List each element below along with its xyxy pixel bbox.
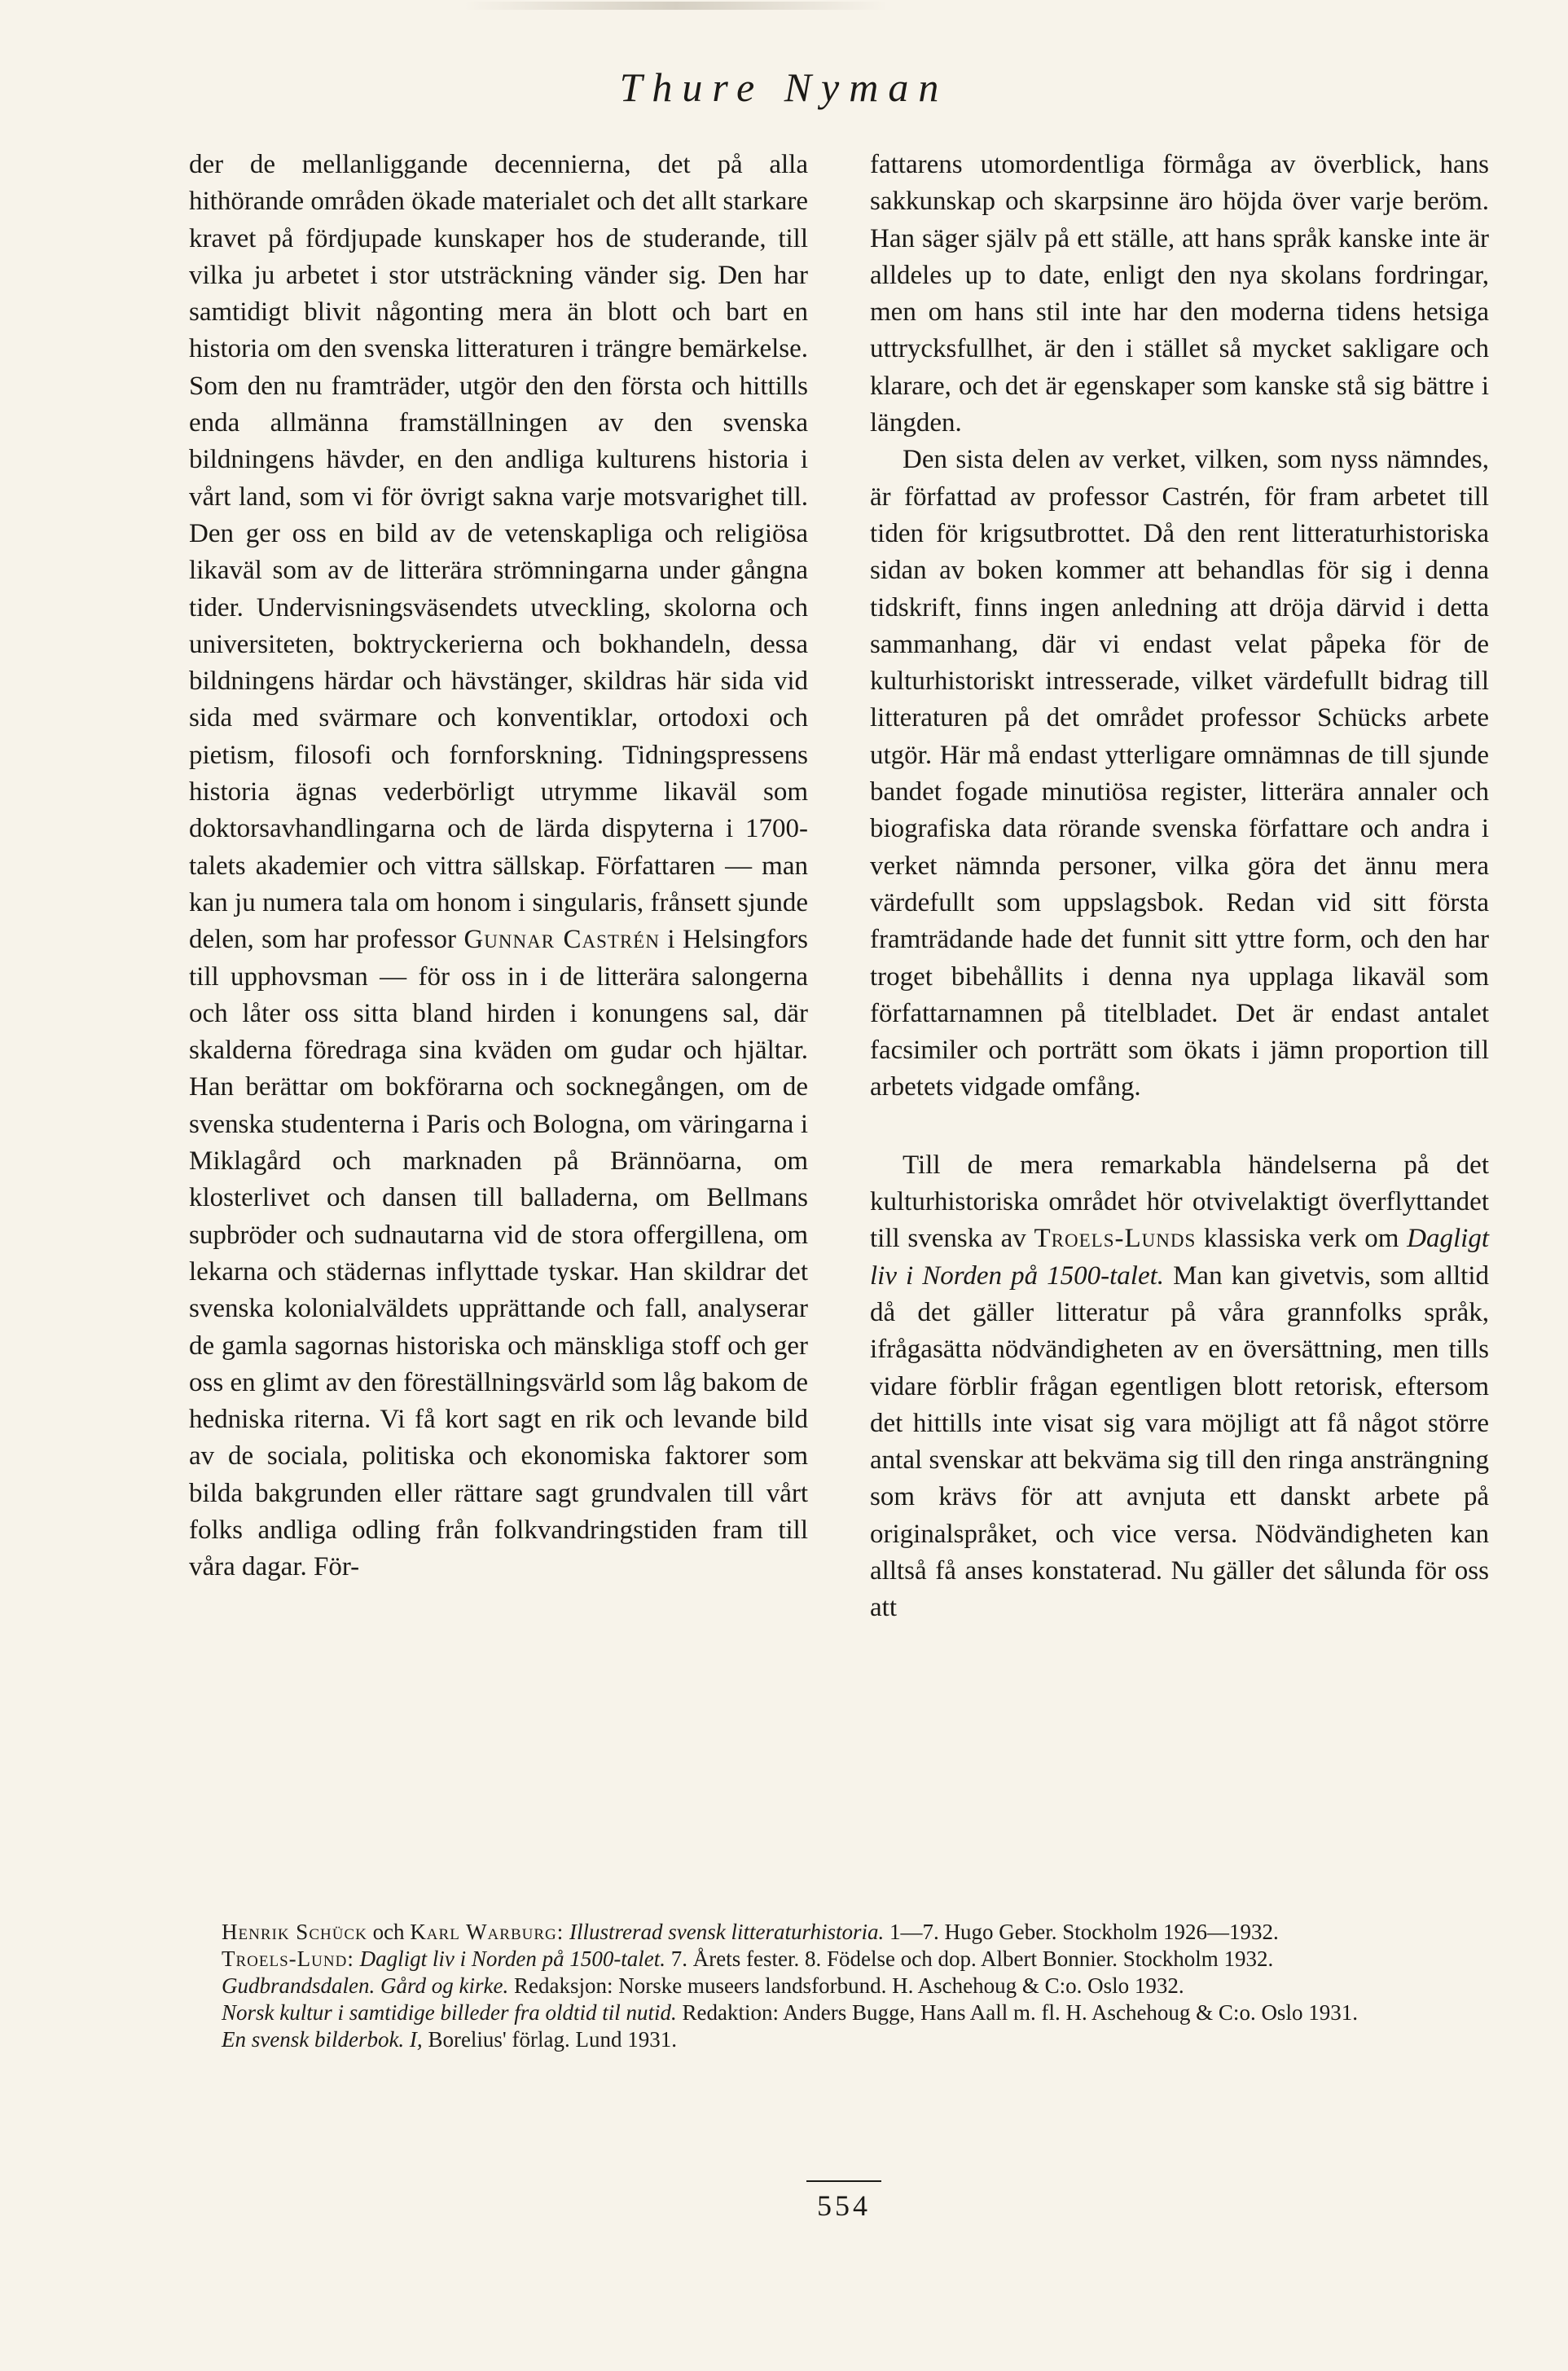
reference-1	[189, 1919, 1500, 1946]
references	[189, 1919, 1500, 2053]
page-number-rule	[806, 2180, 881, 2182]
right-column	[870, 147, 1489, 1627]
left-paragraph	[189, 147, 808, 1586]
ref3-rest: Redaksjon: Norske museers landsforbund. H. Aschehoug & C:o. Oslo 1932.	[513, 1973, 1184, 1998]
right-text-3a: Till de mera remarkabla händelserna på det kulturhistoriska området hör otvivelaktigt överflyttandet till svenska av	[870, 1150, 1489, 1254]
ref5-title: En svensk bilderbok. I,	[222, 2027, 423, 2052]
ref2-title: Dagligt liv i Norden på 1500-talet.	[359, 1947, 666, 1971]
ref1-author: Henrik Schück	[222, 1920, 367, 1944]
ref2-rest: 7. Årets fester. 8. Födelse och dop. Albert Bonnier. Stockholm 1932.	[670, 1947, 1274, 1971]
ref4-rest: Redaktion: Anders Bugge, Hans Aall m. fl. H. Aschehoug & C:o. Oslo 1931.	[682, 2000, 1358, 2025]
ref3-title: Gudbrandsdalen. Gård og kirke.	[222, 1973, 509, 1998]
ref1-author2: Karl Warburg:	[410, 1920, 564, 1944]
right-text-3b: klassiska verk om	[1204, 1224, 1399, 1254]
author-name-castren: Gunnar Castrén	[463, 925, 660, 955]
ref4-title: Norsk kultur i samtidige billeder fra oldtid til nutid.	[222, 2000, 677, 2025]
left-column	[189, 147, 808, 1586]
ref5-rest: Borelius' förlag. Lund 1931.	[428, 2027, 678, 2052]
ref2-author: Troels-Lund:	[222, 1947, 354, 1971]
page-number: 554	[817, 2189, 871, 2222]
ref1-title: Illustrerad svensk litteraturhistoria.	[569, 1920, 885, 1944]
right-paragraph-3	[870, 1147, 1489, 1627]
left-text-1: der de mellanliggande decennierna, det på alla hithörande områden ökade materialet och det allt starkare kravet på fördjupade kunskaper hos de studerande, till vilka ju arbetet i stor utsträckning vänder sig. Den har samtidigt blivit någonting mera än blott och bart en historia om den svenska litteraturen i trängre bemärkelse. Som den nu framträder, utgör den den första och hittills enda allmänna framställningen av den svenska bildningens hävder, en den andliga kulturens historia i vårt land, som vi för övrigt sakna varje motsvarighet till. Den ger oss en bild av de vetenskapliga och religiösa likaväl som av de litterära strömningarna under gångna tider. Undervisningsväsendets utveckling, skolorna och universiteten, boktryckerierna och bokhandeln, dessa bildningens härdar och hävstänger, skildras här sida vid sida med svärmare och konventiklar, ortodoxi och pietism, filosofi och fornforskning. Tidningspressens historia ägnas vederbörligt utrymme likaväl som doktorsavhandlingarna och de lärda dispyterna i 1700-talets akademier och vittra sällskap. Författaren — man kan ju numera tala om honom i singularis, frånsett sjunde delen, som har professor	[189, 150, 808, 955]
right-paragraph-1: fattarens utomordentliga förmåga av överblick, hans sakkunskap och skarpsinne äro höjda över varje beröm. Han säger själv på ett ställe, att hans språk kanske inte är alldeles up to date, enligt den nya skolans fordringar, men om hans stil inte har den moderna tidens hetsiga uttrycksfullhet, är den i stället så mycket sakligare och klarare, och det är egenskaper som kanske stå sig bättre i längden.	[870, 150, 1489, 438]
reference-4	[189, 1999, 1500, 2026]
reference-3	[189, 1973, 1500, 1999]
book-title-dagligt: Dagligt liv i Norden på 1500-talet.	[870, 1224, 1490, 1291]
ref1-and: och	[372, 1920, 405, 1944]
ref1-rest: 1—7. Hugo Geber. Stockholm 1926—1932.	[889, 1920, 1279, 1944]
right-text-3c: Man kan givetvis, som alltid då det gäller litteratur på våra grannfolks språk, ifrågasätta nödvändigheten av en översättning, men tills vidare förblir frågan egentligen blott retorisk, eftersom det hittills inte visat sig vara möjligt att få något större antal svenskar att bekväma sig till den ringa ansträngning som krävs för att avnjuta ett danskt arbete på originalspråket, och vice versa. Nödvändigheten kan alltså få anses konstaterad. Nu gäller det sålunda för oss att	[870, 1260, 1490, 1623]
scan-smudge	[464, 2, 888, 10]
running-header: Thure Nyman	[619, 64, 949, 110]
reference-2	[189, 1946, 1500, 1973]
right-paragraph-2: Den sista delen av verket, vilken, som nyss nämndes, är författad av professor Castrén, för fram arbetet till tiden för krigsutbrottet. Då den rent litteraturhistoriska sidan av boken kommer att behandlas för sig i denna tidskrift, finns ingen anledning att dröja därvid i detta sammanhang, där vi endast velat påpeka för de kulturhistoriskt intresserade, vilket värdefullt bidrag till litteraturen på det området professor Schücks arbete utgör. Här må endast ytterligare omnämnas de till sjunde bandet fogade minutiösa register, litterära annaler och biografiska data rörande svenska författare och andra i verket nämnda personer, vilka göra det ännu mera värdefullt som uppslagsbok. Redan vid sitt första framträdande hade det funnit sitt yttre form, och den har troget bibehållits i denna nya upplaga likaväl som författarnamnen på titelbladet. Det är endast antalet facsimiler och porträtt som ökats i jämn proportion till arbetets vidgade omfång.	[870, 445, 1489, 1102]
reference-5	[189, 2026, 1500, 2053]
left-text-2: i Helsingfors till upphovsman — för oss in i de litterära salongerna och låter oss sitta bland hirden i konungens sal, där skalderna föredraga sina kväden om gudar och hjältar. Han berättar om bokförarna och socknegången, om de svenska studenterna i Paris och Bologna, om väringarna i Miklagård och marknaden på Brännöarna, om klosterlivet och dansen till balladerna, om Bellmans supbröder och sudnautarna vid de stora offergillena, om lekarna och städernas inflyttade tyskar. Han skildrar det svenska kolonialväldets upprättande och fall, analyserar de gamla sagornas historiska och mänskliga stoff och ger oss en glimt av den föreställningsvärld som låg bakom de hedniska riterna. Vi få kort sagt en rik och levande bild av de sociala, politiska och ekonomiska faktorer som bilda bakgrunden eller rättare sagt grundvalen till vårt folks andliga odling från folkvandringstiden fram till våra dagar. För-	[189, 925, 809, 1582]
author-name-troels: Troels-Lunds	[1034, 1224, 1197, 1254]
